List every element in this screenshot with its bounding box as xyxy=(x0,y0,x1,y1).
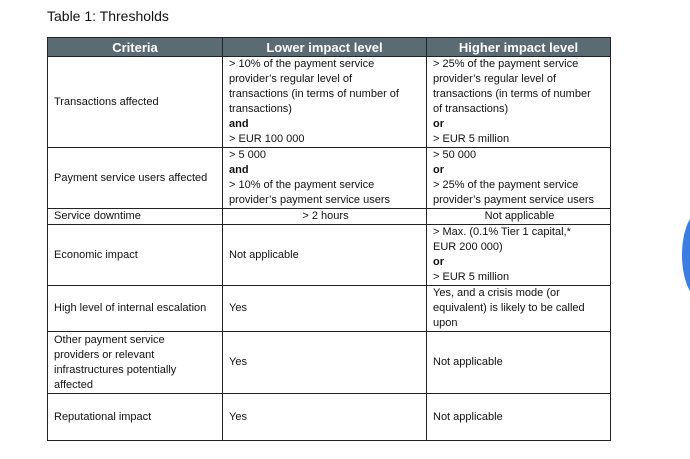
table-caption: Table 1: Thresholds xyxy=(47,8,169,24)
lower-cell: Yes xyxy=(223,394,427,441)
higher-cell: > Max. (0.1% Tier 1 capital,* EUR 200 000) or > EUR 5 million xyxy=(427,225,611,286)
higher-cell: Not applicable xyxy=(427,394,611,441)
criteria-cell: Transactions affected xyxy=(48,57,223,148)
higher-cell: > 25% of the payment service provider’s regular level of transactions (in terms of number of transactions) or > EUR 5 million xyxy=(427,57,611,148)
table-row xyxy=(48,57,611,148)
table-row xyxy=(48,286,611,332)
lower-cell: Yes xyxy=(223,286,427,332)
lower-cell: > 10% of the payment service provider’s regular level of transactions (in terms of number of transactions) and > EUR 100 000 xyxy=(223,57,427,148)
table-row xyxy=(48,225,611,286)
lower-cell: Not applicable xyxy=(223,225,427,286)
higher-cell: Not applicable xyxy=(427,209,611,225)
header-higher-impact: Higher impact level xyxy=(427,38,611,57)
criteria-cell: Reputational impact xyxy=(48,394,223,441)
table-row xyxy=(48,332,611,394)
lower-cell: > 2 hours xyxy=(223,209,427,225)
header-lower-impact: Lower impact level xyxy=(223,38,427,57)
table-row xyxy=(48,148,611,209)
lower-cell: Yes xyxy=(223,332,427,394)
thresholds-table xyxy=(47,37,611,441)
header-row xyxy=(48,38,611,57)
criteria-cell: Service downtime xyxy=(48,209,223,225)
higher-cell: Not applicable xyxy=(427,332,611,394)
criteria-cell: Other payment service providers or relevant infrastructures potentially affected xyxy=(48,332,223,394)
table-row xyxy=(48,209,611,225)
lower-cell: > 5 000 and > 10% of the payment service provider’s payment service users xyxy=(223,148,427,209)
header-criteria: Criteria xyxy=(48,38,223,57)
higher-cell: Yes, and a crisis mode (or equivalent) is likely to be called upon xyxy=(427,286,611,332)
table-row xyxy=(48,394,611,441)
higher-cell: > 50 000 or > 25% of the payment service provider’s payment service users xyxy=(427,148,611,209)
criteria-cell: High level of internal escalation xyxy=(48,286,223,332)
decorative-blue-arc xyxy=(682,210,690,300)
criteria-cell: Payment service users affected xyxy=(48,148,223,209)
criteria-cell: Economic impact xyxy=(48,225,223,286)
